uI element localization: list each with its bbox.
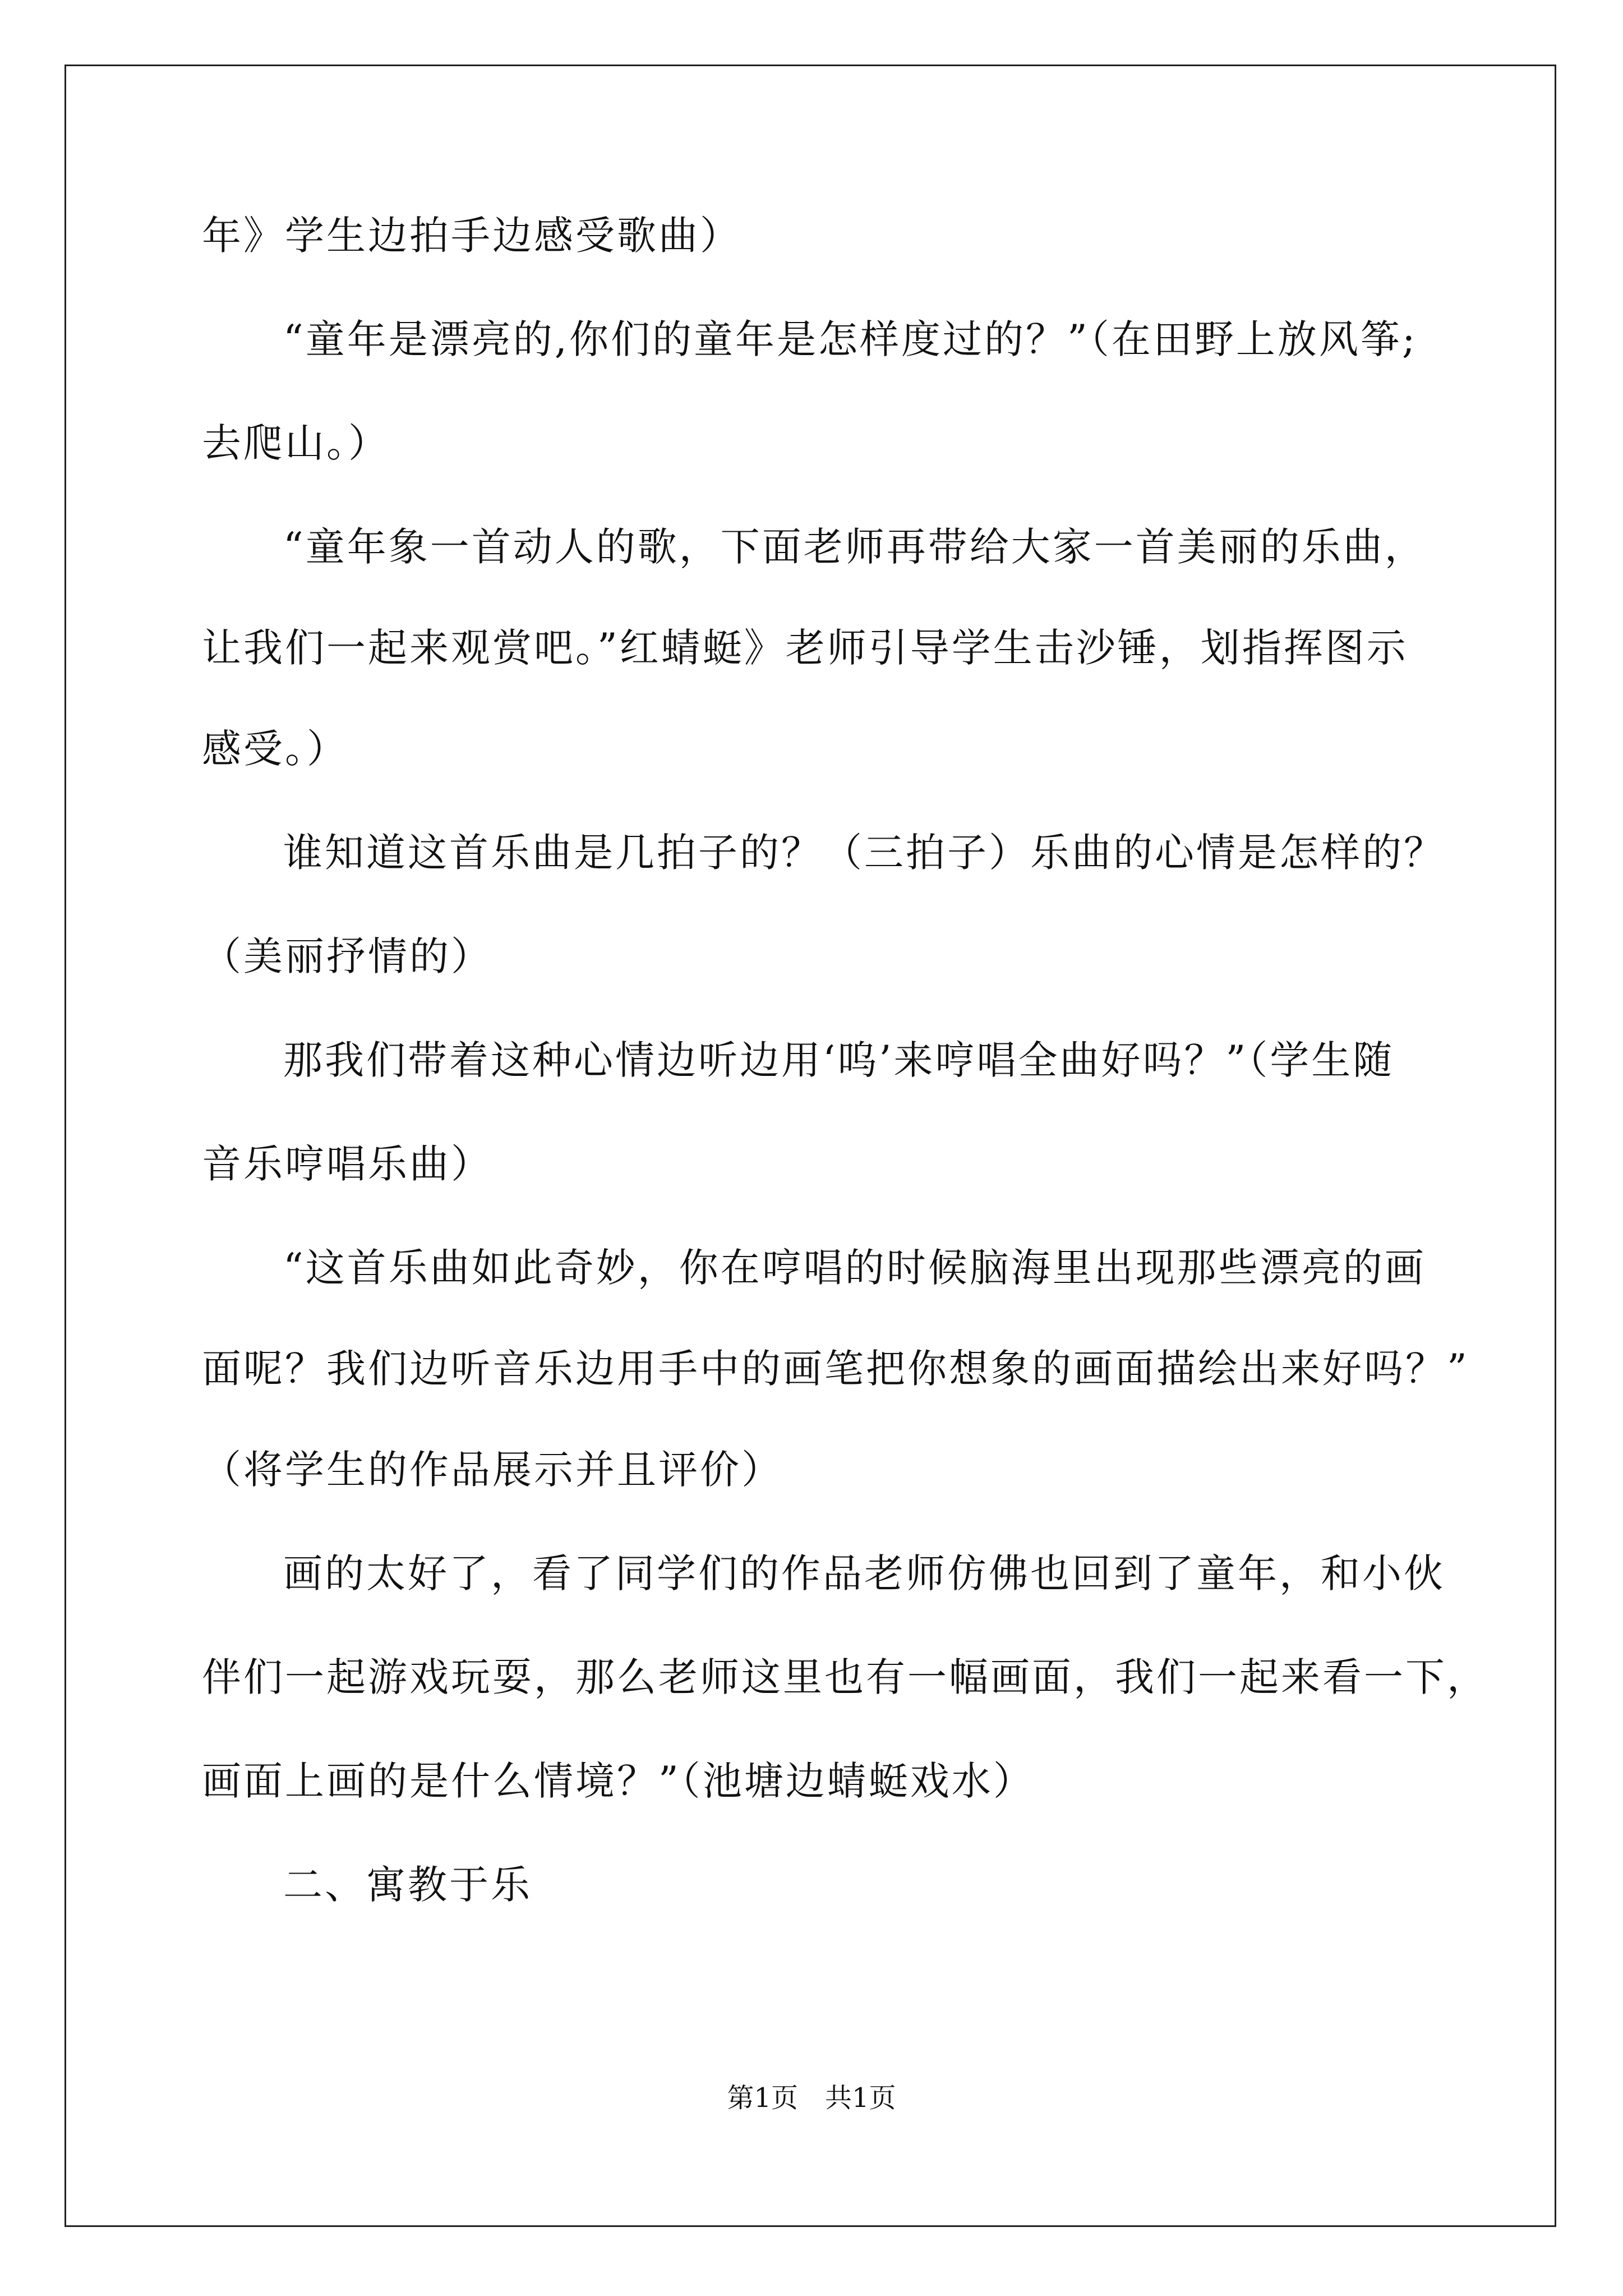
text-line: 画面上画的是什么情境？”（池塘边蜻蜓戏水）: [202, 1758, 1035, 1804]
text-line: 音乐哼唱乐曲）: [202, 1141, 492, 1187]
text-line: “童年是漂亮的,你们的童年是怎样度过的？”（在田野上放风筝;: [283, 316, 1418, 362]
text-line: 画的太好了，看了同学们的作品老师仿佛也回到了童年，和小伙: [283, 1550, 1445, 1596]
text-line: 去爬山。）: [202, 420, 390, 466]
text-line: 面呢？我们边听音乐边用手中的画笔把你想象的画面描绘出来好吗？”: [202, 1346, 1469, 1392]
text-line: （美丽抒情的）: [202, 933, 492, 979]
page-number-footer: 第1页 共1页: [727, 2082, 896, 2114]
text-line: 那我们带着这种心情边听边用‘呜’来哼唱全曲好吗？”（学生随: [283, 1037, 1395, 1083]
section-heading: 二、寓教于乐: [283, 1862, 532, 1908]
text-line: （将学生的作品展示并且评价）: [202, 1447, 783, 1493]
text-line: 让我们一起来观赏吧。”红蜻蜓》老师引导学生击沙锤，划指挥图示: [202, 625, 1408, 671]
text-line: “童年象一首动人的歌，下面老师再带给大家一首美丽的乐曲，: [283, 524, 1426, 570]
text-line: 年》学生边拍手边感受歌曲）: [202, 213, 741, 259]
text-line: 感受。）: [202, 726, 348, 772]
text-line: 谁知道这首乐曲是几拍子的？（三拍子）乐曲的心情是怎样的？: [283, 830, 1445, 876]
text-line: “这首乐曲如此奇妙，你在哼唱的时候脑海里出现那些漂亮的画: [283, 1245, 1426, 1291]
text-line: 伴们一起游戏玩耍，那么老师这里也有一幅画面，我们一起来看一下，: [202, 1654, 1488, 1700]
